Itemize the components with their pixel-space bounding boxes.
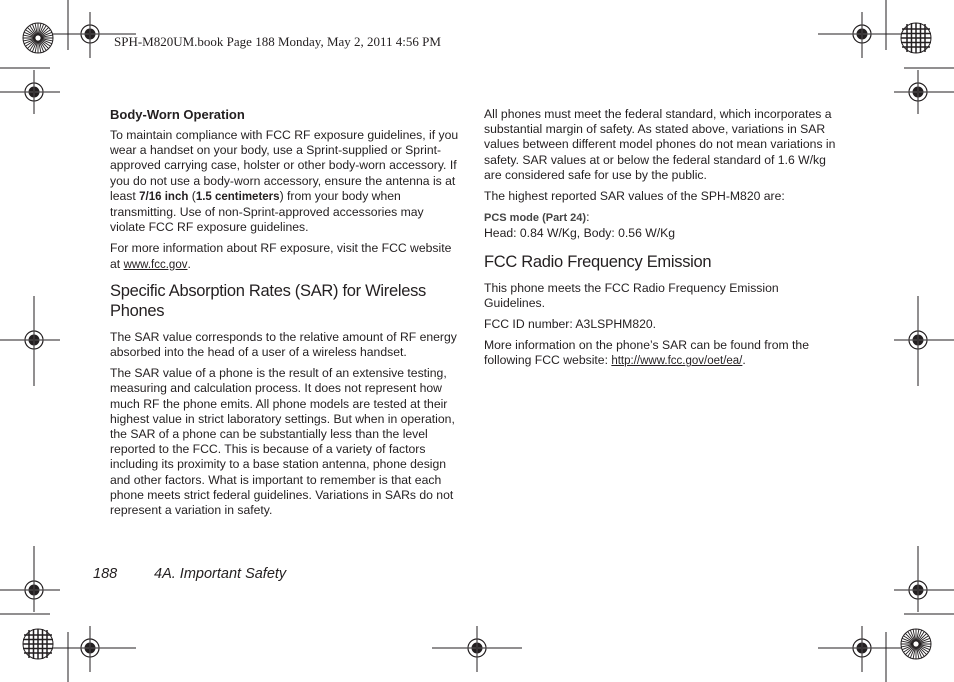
fcc-website-link[interactable]: www.fcc.gov <box>123 258 188 271</box>
registration-star-icon <box>901 629 931 659</box>
more-info-period: . <box>742 353 746 368</box>
crosshair-icon <box>68 626 112 670</box>
distance-inch: 7/16 inch <box>139 190 189 203</box>
crosshair-icon <box>455 626 499 670</box>
fcc-website-paragraph <box>110 241 462 272</box>
crosshair-icon <box>840 626 884 670</box>
body-worn-heading: Body-Worn Operation <box>110 107 245 122</box>
crosshair-icon <box>840 12 884 56</box>
crosshair-icon <box>12 70 56 114</box>
body-worn-paragraph <box>110 128 462 235</box>
left-column <box>110 107 462 524</box>
paren-open: ( <box>188 188 196 203</box>
crosshair-icon <box>12 568 56 612</box>
fcc-oet-link[interactable]: http://www.fcc.gov/oet/ea/ <box>611 355 743 368</box>
crosshair-icon <box>896 70 940 114</box>
fcc-website-period: . <box>187 256 191 271</box>
fcc-emission-heading: FCC Radio Frequency Emission <box>484 252 712 271</box>
pcs-mode-colon: : <box>586 210 590 225</box>
fcc-id-paragraph: FCC ID number: A3LSPHM820. <box>484 317 657 332</box>
section-title: 4A. Important Safety <box>154 566 287 582</box>
body-worn-text: To maintain compliance with FCC RF exposure guidelines, if you wear a handset on your body, use a Sprint-supplied or Sprint-approved carrying case, holster or other body-worn accessory. If you do not use a body-worn accessory, ensure the antenna is at least <box>110 128 459 203</box>
registration-star-icon <box>23 23 53 53</box>
print-header: SPH-M820UM.book Page 188 Monday, May 2, 2011 4:56 PM <box>114 34 441 49</box>
more-info-paragraph <box>484 338 836 369</box>
highest-sar-paragraph: The highest reported SAR values of the SPH-M820 are: <box>484 189 785 204</box>
registration-grid-icon <box>901 23 931 53</box>
registration-grid-icon <box>23 629 53 659</box>
pcs-mode-label: PCS mode (Part 24) <box>484 212 587 225</box>
sar-paragraph-2: The SAR value of a phone is the result of an extensive testing, measuring and calculation process. It does not represent how much RF the phone emits. All phone models are tested at their highest value in strict laboratory settings. But when in operation, the SAR of a phone can be substantially less than the level reported to the FCC. This is because of a variety of factors including its proximity to a base station antenna, phone design and other factors. What is important to remember is that each phone meets strict federal guidelines. Variations in SARs do not represent a variation in safety. <box>110 366 455 518</box>
sar-heading: Specific Absorption Rates (SAR) for Wireless Phones <box>110 281 426 320</box>
crosshair-icon <box>896 568 940 612</box>
crosshair-icon <box>12 318 56 362</box>
pcs-mode-block <box>484 210 836 241</box>
emission-guidelines-paragraph: This phone meets the FCC Radio Frequency Emission Guidelines. <box>484 280 779 310</box>
crosshair-icon <box>68 12 112 56</box>
crosshair-icon <box>896 318 940 362</box>
sar-paragraph-1: The SAR value corresponds to the relative amount of RF energy absorbed into the head of a user of a wireless handset. <box>110 329 457 360</box>
more-info-text: More information on the phone’s SAR can be found from the following FCC website: <box>484 338 809 368</box>
page-number: 188 <box>93 566 118 582</box>
fcc-website-text: For more information about RF exposure, visit the FCC website at <box>110 241 452 271</box>
distance-cm: 1.5 centimeters <box>195 190 280 203</box>
federal-standard-paragraph: All phones must meet the federal standard, which incorporates a substantial margin of safety. As stated above, variations in SAR values between different model phones do not mean variations in safety. SAR values at or below the federal standard of 1.6 W/kg are considered safe for use by the public. <box>484 107 836 182</box>
right-column <box>484 107 836 376</box>
pcs-mode-values: Head: 0.84 W/Kg, Body: 0.56 W/Kg <box>484 226 676 241</box>
body-worn-text-end: ) from your body when transmitting. Use of non-Sprint-approved accessories may violate FCC RF exposure guidelines. <box>110 188 424 235</box>
